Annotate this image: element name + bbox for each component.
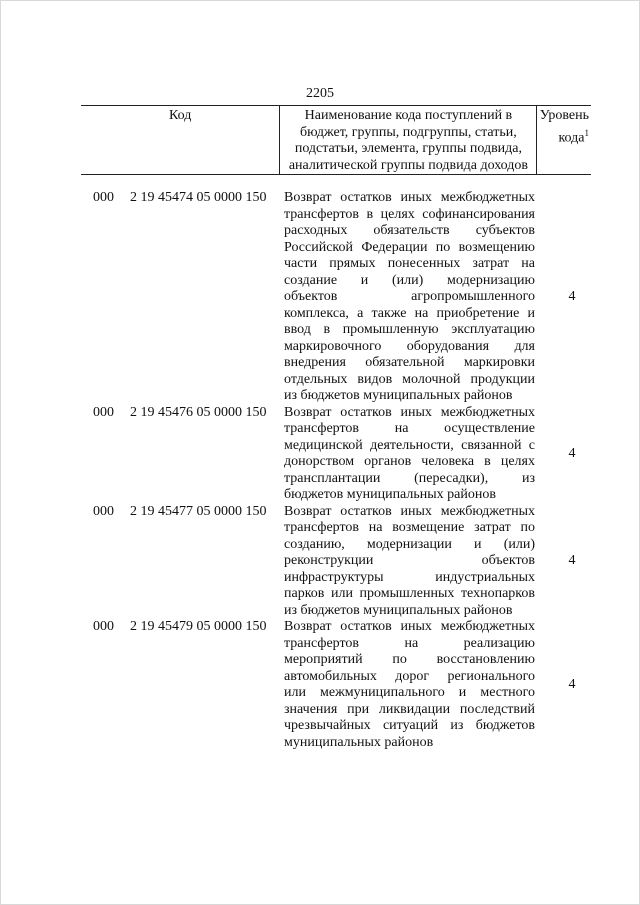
row-income-code: 2 19 45477 05 0000 150 (130, 503, 267, 519)
row-name-line: донорством органов человека в целях (284, 454, 535, 469)
row-name-line: мероприятий по восстановлению (284, 652, 535, 667)
row-level: 4 (568, 676, 576, 692)
row-name-line: Возврат остатков иных межбюджетных (284, 404, 535, 420)
row-level: 4 (568, 553, 576, 568)
row-income-code: 2 19 45476 05 0000 150 (130, 404, 267, 420)
row-name-line: чрезвычайных ситуаций из бюджетов (284, 718, 535, 733)
table-row (0, 405, 640, 504)
table-body (0, 190, 640, 751)
row-name-line: муниципальных районов (284, 734, 434, 750)
row-name-line: части прямых понесенных затрат на (284, 256, 535, 271)
header-level (537, 106, 591, 174)
row-level: 4 (568, 289, 576, 304)
row-admin-code: 000 (93, 190, 114, 205)
row-name-line: внедрения обязательной маркировки (284, 355, 535, 370)
row-name-line: создание и (или) модернизацию (284, 272, 535, 288)
row-name (284, 405, 535, 504)
row-name-line: или межмуниципального и местного (284, 685, 535, 700)
row-name-line: Возврат остатков иных межбюджетных (284, 190, 535, 205)
row-admin-code: 000 (93, 503, 114, 519)
row-name (284, 619, 535, 751)
row-admin-code: 000 (93, 619, 114, 634)
row-name-line: трансфертов на возмещение затрат по (284, 520, 535, 535)
row-name (284, 504, 535, 620)
row-name-line: маркировочного оборудования для (284, 338, 535, 354)
table-header (81, 105, 591, 175)
row-name-line: реконструкции объектов (284, 553, 535, 568)
row-name-line: инфраструктуры индустриальных (284, 569, 535, 585)
row-name-line: Возврат остатков иных межбюджетных (284, 619, 535, 634)
row-income-code: 2 19 45479 05 0000 150 (130, 619, 267, 634)
row-name-line: объектов агропромышленного (284, 289, 535, 304)
page-number: 2205 (306, 86, 334, 101)
row-name-line: медицинской деятельности, связанной с (284, 437, 535, 453)
row-name-line: созданию, модернизации и (или) (284, 536, 535, 552)
row-name-line: парков или промышленных технопарков (284, 586, 535, 601)
row-name-line: автомобильных дорог регионального (284, 668, 535, 684)
header-name: Наименование кода поступлений в бюджет, группы, подгруппы, статьи, подстатьи, элемента, группы подвида, аналитической группы подвида доходов (280, 106, 537, 174)
row-name-line: из бюджетов муниципальных районов (284, 388, 513, 403)
row-name-line: трансфертов в целях софинансирования (284, 206, 535, 222)
table-row (0, 190, 640, 405)
row-name-line: трансфертов на осуществление (284, 421, 535, 436)
row-name-line: из бюджетов муниципальных районов (284, 602, 513, 618)
row-income-code: 2 19 45474 05 0000 150 (130, 190, 267, 205)
row-name-line: Российской Федерации по возмещению (284, 239, 535, 255)
row-level: 4 (568, 445, 576, 461)
header-level-footnote: 1 (584, 127, 589, 138)
header-level-label: Уровень кода (539, 108, 589, 146)
row-name (284, 190, 535, 405)
table-row (0, 619, 640, 751)
row-name-line: Возврат остатков иных межбюджетных (284, 503, 535, 519)
row-name-line: отдельных видов молочной продукции (284, 371, 535, 387)
row-name-line: ввод в промышленную эксплуатацию (284, 322, 535, 337)
row-name-line: комплекса, а также на приобретение и (284, 305, 535, 321)
row-admin-code: 000 (93, 404, 114, 420)
row-name-line: расходных обязательств субъектов (284, 223, 535, 238)
header-code: Код (81, 106, 280, 174)
row-name-line: бюджетов муниципальных районов (284, 487, 496, 502)
row-name-line: трансплантации (пересадки), из (284, 470, 535, 486)
row-name-line: значения при ликвидации последствий (284, 701, 535, 717)
row-name-line: трансфертов на реализацию (284, 635, 535, 651)
table-row (0, 504, 640, 620)
